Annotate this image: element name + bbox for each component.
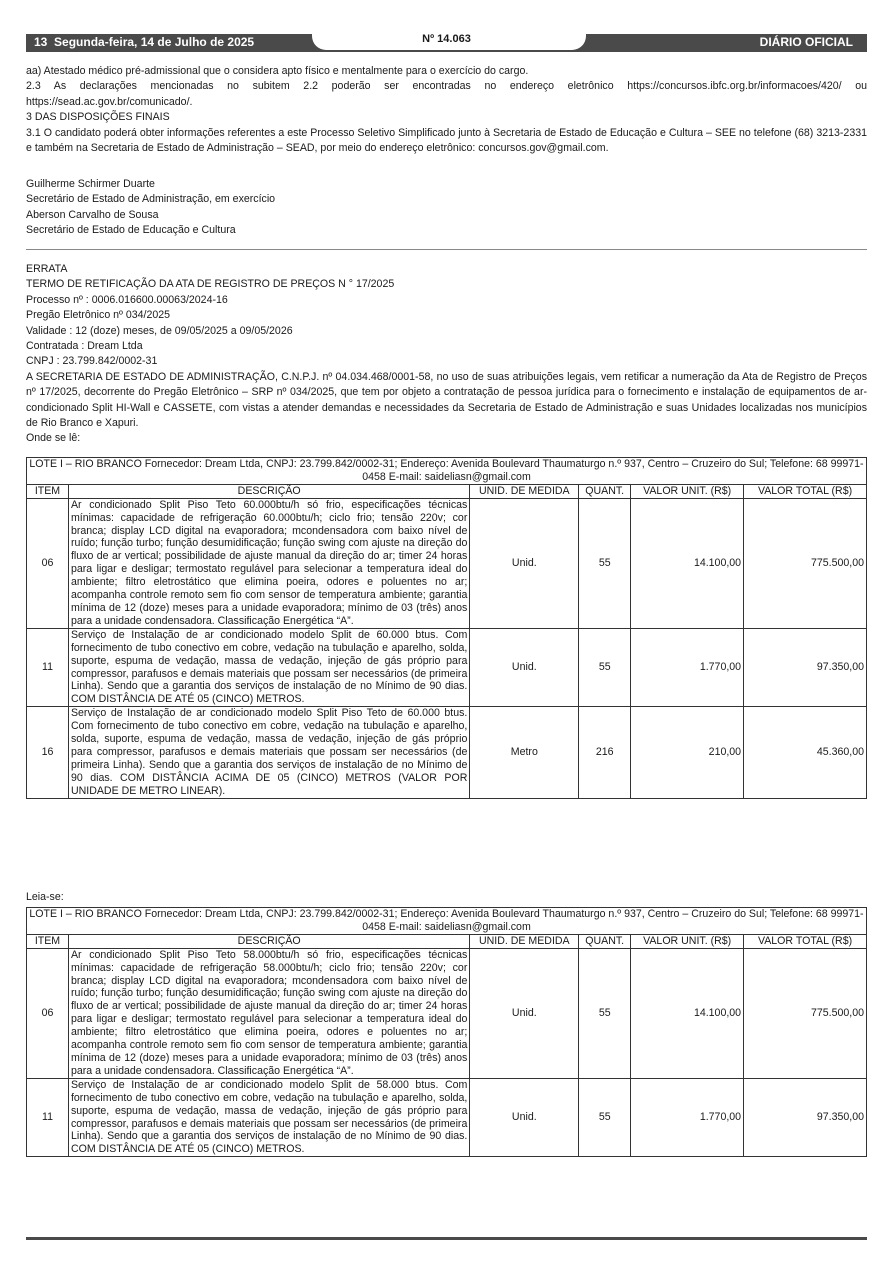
cell-item: 06 [27,498,69,628]
footer-rule [26,1237,867,1240]
cell-descricao: Serviço de Instalação de ar condicionado modelo Split de 60.000 btus. Com fornecimento de tubo conectivo em cobre, vedação na tubulação e aparelho, solda, suporte, espuma de vedação, massa de vedação, injeção de gás próprio para compressor, parafusos e demais materiais que possam ser necessários (de primeira Linha). Sendo que a garantia dos serviços de instalação de no Mínimo de 90 dias. COM DISTÂNCIA DE ATÉ 05 (CINCO) METROS. [68,628,469,706]
intro-paragraph: 3 DAS DISPOSIÇÕES FINAIS [26,111,170,124]
table-leia-se [26,907,867,1157]
cell-unid: Unid. [470,628,579,706]
errata-line: TERMO DE RETIFICAÇÃO DA ATA DE REGISTRO DE PREÇOS N ° 17/2025 [26,278,395,291]
leia-se-label: Leia-se: [26,891,64,903]
table-row [27,498,867,628]
signature-line: Secretário de Estado de Administração, em exercício [26,193,276,206]
cell-valor-total: 45.360,00 [744,707,867,798]
errata-line: ERRATA [26,263,68,275]
col-header-valor-total: VALOR TOTAL (R$) [744,484,867,498]
cell-quant: 55 [579,628,631,706]
col-header-descricao: DESCRIÇÃO [68,934,469,948]
errata-section [26,262,867,447]
intro-paragraph: aa) Atestado médico pré-admissional que o considera apto físico e mentalmente para o exercício do cargo. [26,65,529,77]
cell-descricao: Serviço de Instalação de ar condicionado modelo Split de 58.000 btus. Com fornecimento de tubo conectivo em cobre, vedação na tubulação e aparelho, solda, suporte, espuma de vedação, massa de vedação, injeção de gás próprio para compressor, parafusos e demais materiais que possam ser necessários (de primeira Linha). Sendo que a garantia dos serviços de instalação de no Mínimo de 90 dias. COM DISTÂNCIA DE ATÉ 05 (CINCO) METROS. [68,1078,469,1156]
cell-valor-unit: 1.770,00 [631,628,744,706]
cell-quant: 216 [579,707,631,798]
errata-body: A SECRETARIA DE ESTADO DE ADMINISTRAÇÃO, C.N.P.J. nº 04.034.468/0001-58, no uso de suas atribuições legais, vem retificar a numeração da Ata de Registro de Preços nº 17/2025, decorrente do Pregão Eletrônico – SRP nº 034/2025, que tem por objeto a contratação de pessoa jurídica para o fornecimento e instalação de equipamentos de ar-condicionado Split HI-Wall e CASSETE, com vistas a atender demandas e necessidades da Secretaria de Estado de Administração e suas Unidades localizadas nos municípios de Rio Branco e Xapuri. [26,370,867,430]
cell-item: 11 [27,1078,69,1156]
col-header-item: ITEM [27,934,69,948]
errata-line: CNPJ : 23.799.842/0002-31 [26,355,158,368]
lote-header: LOTE I – RIO BRANCO Fornecedor: Dream Ltda, CNPJ: 23.799.842/0002-31; Endereço: Avenida Boulevard Thaumaturgo n.º 937, Centro – Cruzeiro do Sul; Telefone: 68 99971-0458 E-mail: saideliasn@gmail.com [27,458,867,485]
cell-descricao: Serviço de Instalação de ar condicionado modelo Split Piso Teto de 60.000 btus. Com fornecimento de tubo conectivo em cobre, vedação na tubulação e aparelho, solda, suporte, espuma de vedação, massa de vedação, injeção de gás próprio para compressor, parafusos e demais materiais que possam ser necessários (de primeira Linha). Sendo que a garantia dos serviços de instalação de no Mínimo de 90 dias. COM DISTÂNCIA ACIMA DE 05 (CINCO) METROS (VALOR POR UNIDADE DE METRO LINEAR). [68,707,469,798]
cell-valor-total: 775.500,00 [744,498,867,628]
cell-valor-total: 775.500,00 [744,948,867,1078]
cell-item: 06 [27,948,69,1078]
cell-item: 11 [27,628,69,706]
table-row [27,707,867,798]
table-row [27,1078,867,1156]
cell-valor-unit: 1.770,00 [631,1078,744,1156]
errata-onde-label: Onde se lê: [26,432,81,445]
errata-line: Processo nº : 0006.016600.00063/2024-16 [26,293,228,306]
signatures [26,177,867,239]
cell-valor-unit: 210,00 [631,707,744,798]
cell-descricao: Ar condicionado Split Piso Teto 60.000btu/h só frio, especificações técnicas mínimas: capacidade de refrigeração 60.000btu/h; ciclo frio; tensão 220v; cor branca; display LCD digital na evaporadora; mcondensadora com baixo nível de ruído; função turbo; função desumidificação; função swing com ajuste na direção do fluxo de ar vertical; possibilidade de ajuste manual da direção do ar; timer 24 horas para ligar e desligar; termostato regulável para selecionar a temperatura ideal do ambiente; filtro eletrostático que elimina poeira, odores e poluentes no ar; acompanha controle remoto sem fio com sensor de temperatura ambiente; garantia mínima de 12 (doze) meses para a unidade evaporadora; mínimo de 03 (três) anos para a unidade condensadora. Classificação Energética “A”. [68,498,469,628]
intro-paragraph: 3.1 O candidato poderá obter informações referentes a este Processo Seletivo Simplificado junto à Secretaria de Estado de Educação e Cultura – SEE no telefone (68) 3213-2331 e também na Secretaria de Estado de Administração – SEAD, por meio do endereço eletrônico: concursos.gov@gmail.com. [26,126,867,155]
cell-item: 16 [27,707,69,798]
cell-descricao: Ar condicionado Split Piso Teto 58.000btu/h só frio, especificações técnicas mínimas: capacidade de refrigeração 58.000btu/h; ciclo frio; tensão 220v; cor branca; display LCD digital na evaporadora; mcondensadora com baixo nível de ruído; função turbo; função desumidificação; função swing com ajuste na direção do fluxo de ar vertical; possibilidade de ajuste manual da direção do ar; timer 24 horas para ligar e desligar; termostato regulável para selecionar a temperatura ideal do ambiente; filtro eletrostático que elimina poeira, odores e poluentes no ar; acompanha controle remoto sem fio com sensor de temperatura ambiente; garantia mínima de 12 (doze) meses para a unidade evaporadora; mínimo de 03 (três) anos para a unidade condensadora. Classificação Energética “A”. [68,948,469,1078]
cell-quant: 55 [579,498,631,628]
col-header-quant: QUANT. [579,934,631,948]
section-divider [26,249,867,250]
intro-text [26,64,867,156]
cell-unid: Metro [470,707,579,798]
header-rule [26,50,867,52]
header-issue-number: Nº 14.063 [422,33,471,45]
cell-quant: 55 [579,1078,631,1156]
cell-unid: Unid. [470,498,579,628]
cell-valor-total: 97.350,00 [744,1078,867,1156]
table-row [27,948,867,1078]
lote-header: LOTE I – RIO BRANCO Fornecedor: Dream Ltda, CNPJ: 23.799.842/0002-31; Endereço: Avenida Boulevard Thaumaturgo n.º 937, Centro – Cruzeiro do Sul; Telefone: 68 99971-0458 E-mail: saideliasn@gmail.com [27,908,867,935]
col-header-valor-unit: VALOR UNIT. (R$) [631,934,744,948]
errata-line: Validade : 12 (doze) meses, de 09/05/2025 a 09/05/2026 [26,324,293,337]
header-journal-name: DIÁRIO OFICIAL [759,35,853,49]
col-header-valor-unit: VALOR UNIT. (R$) [631,484,744,498]
col-header-unid: UNID. DE MEDIDA [470,934,579,948]
cell-valor-unit: 14.100,00 [631,498,744,628]
col-header-unid: UNID. DE MEDIDA [470,484,579,498]
cell-unid: Unid. [470,1078,579,1156]
cell-valor-unit: 14.100,00 [631,948,744,1078]
intro-paragraph: 2.3 As declarações mencionadas no subitem 2.2 poderão ser encontradas no endereço eletrônico https://concursos.ibfc.org.br/informacoes/420/ ou https://sead.ac.gov.br/comunicado/. [26,80,867,108]
cell-quant: 55 [579,948,631,1078]
errata-line: Pregão Eletrônico nº 034/2025 [26,309,171,322]
page-header [26,34,867,50]
table-row [27,628,867,706]
cell-unid: Unid. [470,948,579,1078]
signature-line: Aberson Carvalho de Sousa [26,208,159,221]
signature-line: Guilherme Schirmer Duarte [26,178,155,190]
signature-line: Secretário de Estado de Educação e Cultura [26,224,236,237]
header-page-date: 13 Segunda-feira, 14 de Julho de 2025 [34,35,255,49]
col-header-valor-total: VALOR TOTAL (R$) [744,934,867,948]
errata-line: Contratada : Dream Ltda [26,340,143,353]
cell-valor-total: 97.350,00 [744,628,867,706]
col-header-descricao: DESCRIÇÃO [68,484,469,498]
table-onde-se-le [26,457,867,799]
col-header-item: ITEM [27,484,69,498]
col-header-quant: QUANT. [579,484,631,498]
